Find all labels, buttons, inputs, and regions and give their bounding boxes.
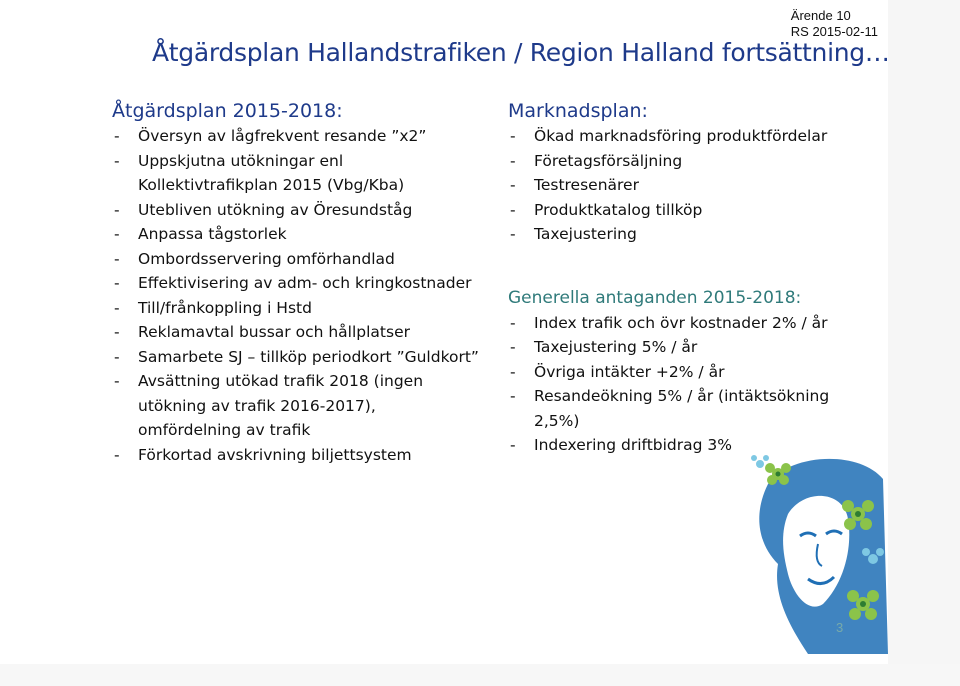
assumptions-list: [508, 311, 878, 458]
action-plan-column: [112, 98, 482, 467]
list-item: - Förkortad avskrivning biljettsystem: [112, 443, 482, 468]
list-item: - Uppskjutna utökningar enl Kollektivtrafikplan 2015 (Vbg/Kba): [112, 149, 482, 198]
market-plan-heading: Marknadsplan:: [508, 100, 648, 122]
list-item: - Index trafik och övr kostnader 2% / år: [508, 311, 878, 336]
list-item: - Taxejustering 5% / år: [508, 335, 878, 360]
list-item: - Effektivisering av adm- och kringkostnader: [112, 271, 482, 296]
list-item: - Indexering driftbidrag 3%: [508, 433, 878, 458]
list-item: - Resandeökning 5% / år (intäktsökning 2,5%): [508, 384, 878, 433]
page-title: Åtgärdsplan Hallandstrafiken / Region Halland fortsättning…: [152, 38, 890, 67]
list-item: - Produktkatalog tillköp: [508, 198, 878, 223]
list-item: - Översyn av lågfrekvent resande ”x2”: [112, 124, 482, 149]
list-item: - Reklamavtal bussar och hållplatser: [112, 320, 482, 345]
list-item: - Övriga intäkter +2% / år: [508, 360, 878, 385]
action-plan-heading: Åtgärdsplan 2015-2018:: [112, 100, 343, 122]
list-item: - Taxejustering: [508, 222, 878, 247]
case-date: RS 2015-02-11: [790, 24, 878, 39]
list-item: - Avsättning utökad trafik 2018 (ingen utökning av trafik 2016-2017), omfördelning av trafik: [112, 369, 482, 443]
list-item: - Ökad marknadsföring produktfördelar: [508, 124, 878, 149]
case-number: Ärende 10: [790, 8, 851, 23]
page-bottom-edge: [0, 664, 960, 686]
list-item: - Testresenärer: [508, 173, 878, 198]
list-item: - Ombordsservering omförhandlad: [112, 247, 482, 272]
list-item: - Till/frånkoppling i Hstd: [112, 296, 482, 321]
page-edge: [888, 0, 960, 686]
page-number: 3: [836, 620, 844, 635]
market-plan-column: [508, 98, 878, 458]
assumptions-heading: Generella antaganden 2015-2018:: [508, 287, 802, 308]
market-plan-list: [508, 124, 878, 247]
list-item: - Anpassa tågstorlek: [112, 222, 482, 247]
list-item: - Utebliven utökning av Öresundståg: [112, 198, 482, 223]
list-item: - Samarbete SJ – tillköp periodkort ”Guldkort”: [112, 345, 482, 370]
list-item: - Företagsförsäljning: [508, 149, 878, 174]
woman-with-flowers-illustration: [748, 444, 888, 654]
action-plan-list: [112, 124, 482, 467]
case-reference: [791, 8, 878, 40]
